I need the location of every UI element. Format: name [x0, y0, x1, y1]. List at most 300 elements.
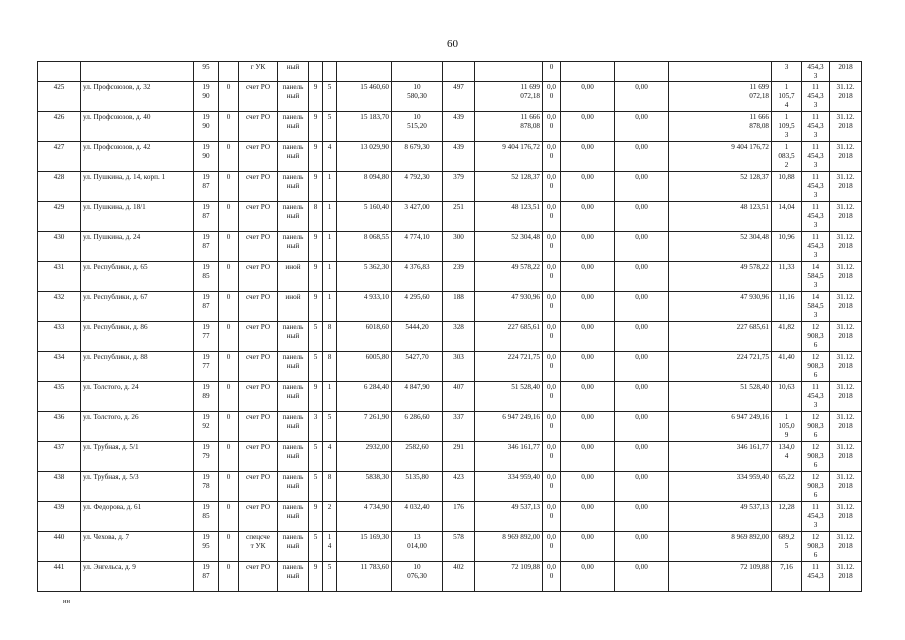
cell-date: 31.12. 2018 [830, 412, 862, 442]
cell-fund3: 0,00 [615, 532, 669, 562]
cell-entrances: 8 [323, 352, 337, 382]
cell-wall: панель ный [278, 352, 309, 382]
cell-amount-total: 227 685,61 [475, 322, 543, 352]
cell-months: 10,88 [772, 172, 802, 202]
table-row [38, 562, 862, 592]
cell-floors: 9 [309, 82, 323, 112]
cell-entrances: 8 [323, 322, 337, 352]
cell-date: 31.12. 2018 [830, 142, 862, 172]
cell-num: 435 [38, 382, 81, 412]
cell-cost: 14 584,5 3 [802, 292, 830, 322]
cell-months: 134,0 4 [772, 442, 802, 472]
cell-floors: 5 [309, 322, 323, 352]
cell-fund3: 0,00 [615, 142, 669, 172]
table-row [38, 472, 862, 502]
cell-fund3: 0,00 [615, 292, 669, 322]
cell-area-living: 3 427,00 [392, 202, 443, 232]
cell-fund: 0,0 0 [543, 352, 561, 382]
cell-year: 19 90 [194, 142, 219, 172]
cell-amount-planned: 6 947 249,16 [669, 412, 772, 442]
cell-date: 2018 [830, 62, 862, 82]
cell-entrances: 8 [323, 472, 337, 502]
cell-zero: 0 [219, 202, 239, 232]
cell-fund: 0,0 0 [543, 322, 561, 352]
cell-wall: иной [278, 262, 309, 292]
cell-wall: панель ный [278, 562, 309, 592]
cell-amount-total: 48 123,51 [475, 202, 543, 232]
cell-area-total: 15 169,30 [337, 532, 392, 562]
cell-zero: 0 [219, 352, 239, 382]
table-row [38, 262, 862, 292]
cell-address: ул. Пушкина, д. 14, корп. 1 [81, 172, 194, 202]
cell-zero: 0 [219, 142, 239, 172]
cell-residents: 251 [443, 202, 475, 232]
cell-amount-total: 9 404 176,72 [475, 142, 543, 172]
cell-entrances: 2 [323, 502, 337, 532]
cell-address: ул. Толстого, д. 24 [81, 382, 194, 412]
cell-account: счет РО [239, 322, 278, 352]
cell-fund2: 0,00 [561, 412, 615, 442]
cell-amount-total: 51 528,40 [475, 382, 543, 412]
cell-fund2: 0,00 [561, 502, 615, 532]
cell-months: 10,96 [772, 232, 802, 262]
cell-floors: 9 [309, 112, 323, 142]
cell-year: 19 87 [194, 292, 219, 322]
cell-residents: 303 [443, 352, 475, 382]
cell-fund: 0,0 0 [543, 502, 561, 532]
cell-months: 1 083,5 2 [772, 142, 802, 172]
cell-num: 436 [38, 412, 81, 442]
cell-amount-total: 52 304,48 [475, 232, 543, 262]
cell-fund: 0,0 0 [543, 202, 561, 232]
table-row [38, 82, 862, 112]
cell-area-total: 5 362,30 [337, 262, 392, 292]
cell-num: 425 [38, 82, 81, 112]
cell-floors: 5 [309, 472, 323, 502]
cell-date: 31.12. 2018 [830, 172, 862, 202]
cell-account: счет РО [239, 472, 278, 502]
cell-date: 31.12. 2018 [830, 202, 862, 232]
housing-registry-table [37, 61, 862, 592]
cell-year: 19 85 [194, 502, 219, 532]
cell-residents: 239 [443, 262, 475, 292]
cell-address: ул. Республики, д. 86 [81, 322, 194, 352]
cell-fund: 0,0 0 [543, 82, 561, 112]
cell-months: 14,04 [772, 202, 802, 232]
table-row [38, 172, 862, 202]
cell-date: 31.12. 2018 [830, 472, 862, 502]
cell-floors: 9 [309, 502, 323, 532]
cell-entrances: 5 [323, 562, 337, 592]
cell-fund3: 0,00 [615, 232, 669, 262]
cell-address: ул. Профсоюзов, д. 32 [81, 82, 194, 112]
table-row [38, 322, 862, 352]
cell-fund: 0,0 0 [543, 412, 561, 442]
cell-fund3: 0,00 [615, 502, 669, 532]
cell-amount-planned: 227 685,61 [669, 322, 772, 352]
cell-cost: 11 454,3 3 [802, 502, 830, 532]
cell-fund2: 0,00 [561, 202, 615, 232]
cell-wall: панель ный [278, 112, 309, 142]
cell-area-living: 5427,70 [392, 352, 443, 382]
cell-num: 426 [38, 112, 81, 142]
cell-cost: 14 584,5 3 [802, 262, 830, 292]
cell-entrances: 1 [323, 172, 337, 202]
cell-zero: 0 [219, 82, 239, 112]
cell-amount-planned: 48 123,51 [669, 202, 772, 232]
cell-date: 31.12. 2018 [830, 532, 862, 562]
cell-year: 19 85 [194, 262, 219, 292]
cell-amount-planned: 47 930,96 [669, 292, 772, 322]
cell-account: счет РО [239, 292, 278, 322]
cell-address: ул. Профсоюзов, д. 42 [81, 142, 194, 172]
cell-area-living: 4 774,10 [392, 232, 443, 262]
cell-entrances: 5 [323, 412, 337, 442]
cell-zero: 0 [219, 172, 239, 202]
cell-area-total: 6018,60 [337, 322, 392, 352]
cell-months: 1 109,5 3 [772, 112, 802, 142]
cell-address: ул. Толстого, д. 26 [81, 412, 194, 442]
cell-cost: 12 908,3 6 [802, 322, 830, 352]
cell-fund: 0,0 0 [543, 142, 561, 172]
cell-zero: 0 [219, 112, 239, 142]
cell-wall: панель ный [278, 172, 309, 202]
cell-zero: 0 [219, 532, 239, 562]
cell-date: 31.12. 2018 [830, 232, 862, 262]
cell-months: 10,63 [772, 382, 802, 412]
cell-entrances: 4 [323, 142, 337, 172]
cell-fund2: 0,00 [561, 232, 615, 262]
cell-year: 19 90 [194, 82, 219, 112]
cell-residents: 379 [443, 172, 475, 202]
cell-wall: панель ный [278, 322, 309, 352]
cell-fund2: 0,00 [561, 472, 615, 502]
cell-amount-planned: 346 161,77 [669, 442, 772, 472]
cell-residents: 423 [443, 472, 475, 502]
cell-zero: 0 [219, 382, 239, 412]
cell-amount-planned: 49 537,13 [669, 502, 772, 532]
cell-fund2: 0,00 [561, 172, 615, 202]
cell-amount-planned: 52 304,48 [669, 232, 772, 262]
cell-months: 41,82 [772, 322, 802, 352]
cell-account: счет РО [239, 262, 278, 292]
cell-area-total: 4 734,90 [337, 502, 392, 532]
cell-area-total: 8 094,80 [337, 172, 392, 202]
cell-fund3: 0,00 [615, 352, 669, 382]
cell-account: счет РО [239, 172, 278, 202]
cell-floors: 8 [309, 202, 323, 232]
cell-fund2: 0,00 [561, 562, 615, 592]
cell-num: 427 [38, 142, 81, 172]
cell-amount-planned: 334 959,40 [669, 472, 772, 502]
cell-fund3: 0,00 [615, 202, 669, 232]
cell-residents: 402 [443, 562, 475, 592]
cell-floors: 9 [309, 232, 323, 262]
cell-fund3: 0,00 [615, 562, 669, 592]
cell-area-living: 10 515,20 [392, 112, 443, 142]
cell-fund2: 0,00 [561, 142, 615, 172]
table-row [38, 112, 862, 142]
cell-area-total: 5838,30 [337, 472, 392, 502]
cell-fund2: 0,00 [561, 532, 615, 562]
cell-residents: 439 [443, 142, 475, 172]
cell-entrances: 5 [323, 82, 337, 112]
cell-num: 434 [38, 352, 81, 382]
cell-year: 19 90 [194, 112, 219, 142]
cell-area-living: 4 295,60 [392, 292, 443, 322]
cell-residents: 407 [443, 382, 475, 412]
cell-amount-planned: 49 578,22 [669, 262, 772, 292]
cell-address: ул. Трубная, д. 5/1 [81, 442, 194, 472]
cell-months: 11,33 [772, 262, 802, 292]
cell-floors: 9 [309, 292, 323, 322]
cell-zero: 0 [219, 502, 239, 532]
cell-floors: 9 [309, 562, 323, 592]
cell-entrances: 1 [323, 292, 337, 322]
cell-address: ул. Чехова, д. 7 [81, 532, 194, 562]
cell-months: 3 [772, 62, 802, 82]
cell-floors: 5 [309, 352, 323, 382]
cell-date: 31.12. 2018 [830, 382, 862, 412]
cell-date: 31.12. 2018 [830, 82, 862, 112]
cell-months: 689,2 5 [772, 532, 802, 562]
cell-amount-total: 334 959,40 [475, 472, 543, 502]
table-row [38, 532, 862, 562]
cell-fund3: 0,00 [615, 382, 669, 412]
cell-area-living: 8 679,30 [392, 142, 443, 172]
cell-amount-planned: 224 721,75 [669, 352, 772, 382]
cell-year: 19 78 [194, 472, 219, 502]
cell-area-total: 6005,80 [337, 352, 392, 382]
cell-amount-total: 72 109,88 [475, 562, 543, 592]
cell-wall: панель ный [278, 202, 309, 232]
cell-year: 19 79 [194, 442, 219, 472]
cell-area-living: 4 847,90 [392, 382, 443, 412]
cell-address: ул. Республики, д. 88 [81, 352, 194, 382]
cell-entrances: 4 [323, 442, 337, 472]
cell-area-living: 5444,20 [392, 322, 443, 352]
cell-account: счет РО [239, 562, 278, 592]
cell-amount-total: 52 128,37 [475, 172, 543, 202]
cell-fund3: 0,00 [615, 412, 669, 442]
cell-wall: панель ный [278, 232, 309, 262]
table-row [38, 502, 862, 532]
cell-fund2: 0,00 [561, 112, 615, 142]
cell-floors: 3 [309, 412, 323, 442]
cell-address: ул. Энгельса, д. 9 [81, 562, 194, 592]
cell-fund: 0,0 0 [543, 292, 561, 322]
cell-amount-planned: 52 128,37 [669, 172, 772, 202]
cell-year: 19 77 [194, 352, 219, 382]
cell-fund3: 0,00 [615, 172, 669, 202]
cell-fund2: 0,00 [561, 382, 615, 412]
cell-fund3: 0,00 [615, 472, 669, 502]
cell-num: 438 [38, 472, 81, 502]
cell-residents: 291 [443, 442, 475, 472]
cell-address: ул. Пушкина, д. 18/1 [81, 202, 194, 232]
cell-area-total: 8 068,55 [337, 232, 392, 262]
cell-months: 65,22 [772, 472, 802, 502]
cell-area-living: 13 014,00 [392, 532, 443, 562]
cell-num: 430 [38, 232, 81, 262]
cell-fund2: 0,00 [561, 442, 615, 472]
cell-date: 31.12. 2018 [830, 502, 862, 532]
cell-cost: 11 454,3 [802, 562, 830, 592]
cell-account: спецсче т УК [239, 532, 278, 562]
cell-account: счет РО [239, 202, 278, 232]
cell-date: 31.12. 2018 [830, 112, 862, 142]
cell-cost: 11 454,3 3 [802, 202, 830, 232]
cell-area-living: 5135,80 [392, 472, 443, 502]
cell-address: ул. Республики, д. 67 [81, 292, 194, 322]
cell-amount-total: 11 699 072,18 [475, 82, 543, 112]
cell-amount-total: 47 930,96 [475, 292, 543, 322]
cell-area-total: 15 460,60 [337, 82, 392, 112]
footer-note: нн [63, 598, 70, 605]
cell-date: 31.12. 2018 [830, 352, 862, 382]
cell-fund: 0,0 0 [543, 232, 561, 262]
cell-account: счет РО [239, 382, 278, 412]
cell-area-living: 2582,60 [392, 442, 443, 472]
cell-entrances: 1 [323, 232, 337, 262]
cell-num: 432 [38, 292, 81, 322]
cell-date: 31.12. 2018 [830, 322, 862, 352]
cell-date: 31.12. 2018 [830, 262, 862, 292]
cell-amount-total: 49 537,13 [475, 502, 543, 532]
cell-cost: 12 908,3 6 [802, 472, 830, 502]
continuation-row [38, 62, 862, 82]
cell-date: 31.12. 2018 [830, 292, 862, 322]
cell-fund: 0,0 0 [543, 472, 561, 502]
page-number: 60 [447, 38, 458, 50]
cell-floors: 9 [309, 382, 323, 412]
cell-floors: 9 [309, 142, 323, 172]
cell-cost: 12 908,3 6 [802, 352, 830, 382]
cell-wall: панель ный [278, 142, 309, 172]
cell-area-living: 4 376,83 [392, 262, 443, 292]
cell-cost: 11 454,3 3 [802, 142, 830, 172]
cell-amount-total: 11 666 878,08 [475, 112, 543, 142]
cell-num: 437 [38, 442, 81, 472]
cell-area-living: 4 032,40 [392, 502, 443, 532]
cell-area-total: 15 183,70 [337, 112, 392, 142]
cell-residents: 497 [443, 82, 475, 112]
cell-year: 19 87 [194, 172, 219, 202]
cell-wall: панель ный [278, 472, 309, 502]
cell-months: 1 105,7 4 [772, 82, 802, 112]
cell-wall: панель ный [278, 412, 309, 442]
cell-year: 19 92 [194, 412, 219, 442]
cell-fund3: 0,00 [615, 322, 669, 352]
cell-cost: 12 908,3 6 [802, 532, 830, 562]
cell-fund3: 0,00 [615, 262, 669, 292]
cell-cost: 11 454,3 3 [802, 172, 830, 202]
cell-amount-total: 8 969 892,00 [475, 532, 543, 562]
cell-fund: 0,0 0 [543, 442, 561, 472]
cell-account: счет РО [239, 232, 278, 262]
cell-cost: 11 454,3 3 [802, 382, 830, 412]
cell-months: 41,40 [772, 352, 802, 382]
cell-amount-planned: 9 404 176,72 [669, 142, 772, 172]
cell-cost: 11 454,3 3 [802, 112, 830, 142]
cell-residents: 188 [443, 292, 475, 322]
cell-cost: 11 454,3 3 [802, 232, 830, 262]
cell-fund2: 0,00 [561, 322, 615, 352]
cell-entrances: 1 4 [323, 532, 337, 562]
cell-wall: ный [278, 62, 309, 82]
cell-area-total: 11 783,60 [337, 562, 392, 592]
cell-num: 428 [38, 172, 81, 202]
cell-year: 95 [194, 62, 219, 82]
cell-amount-planned: 72 109,88 [669, 562, 772, 592]
table-row [38, 412, 862, 442]
cell-residents: 328 [443, 322, 475, 352]
cell-year: 19 87 [194, 562, 219, 592]
cell-zero: 0 [219, 472, 239, 502]
cell-residents: 176 [443, 502, 475, 532]
cell-fund2: 0,00 [561, 352, 615, 382]
cell-area-living: 4 792,30 [392, 172, 443, 202]
cell-zero: 0 [219, 442, 239, 472]
cell-cost: 11 454,3 3 [802, 82, 830, 112]
cell-amount-total: 6 947 249,16 [475, 412, 543, 442]
cell-zero: 0 [219, 292, 239, 322]
cell-area-living: 10 076,30 [392, 562, 443, 592]
cell-amount-planned: 11 666 878,08 [669, 112, 772, 142]
cell-fund: 0,0 0 [543, 382, 561, 412]
cell-account: счет РО [239, 112, 278, 142]
cell-fund2: 0,00 [561, 292, 615, 322]
cell-num: 433 [38, 322, 81, 352]
cell-zero: 0 [219, 412, 239, 442]
table-row [38, 292, 862, 322]
cell-num: 441 [38, 562, 81, 592]
cell-entrances: 1 [323, 382, 337, 412]
cell-cost: 454,3 3 [802, 62, 830, 82]
cell-year: 19 87 [194, 202, 219, 232]
table-row [38, 232, 862, 262]
cell-year: 19 89 [194, 382, 219, 412]
cell-area-total: 6 284,40 [337, 382, 392, 412]
cell-entrances: 1 [323, 202, 337, 232]
cell-amount-total: 224 721,75 [475, 352, 543, 382]
cell-num: 431 [38, 262, 81, 292]
cell-date: 31.12. 2018 [830, 562, 862, 592]
cell-zero: 0 [219, 232, 239, 262]
cell-months: 12,28 [772, 502, 802, 532]
cell-amount-total: 346 161,77 [475, 442, 543, 472]
cell-date: 31.12. 2018 [830, 442, 862, 472]
cell-address: ул. Профсоюзов, д. 40 [81, 112, 194, 142]
cell-area-total: 4 933,10 [337, 292, 392, 322]
cell-floors: 9 [309, 172, 323, 202]
cell-fund: 0,0 0 [543, 562, 561, 592]
cell-fund: 0,0 0 [543, 172, 561, 202]
cell-area-total: 7 261,90 [337, 412, 392, 442]
cell-year: 19 77 [194, 322, 219, 352]
cell-account: счет РО [239, 142, 278, 172]
table-row [38, 382, 862, 412]
cell-address: ул. Пушкина, д. 24 [81, 232, 194, 262]
cell-fund: 0 [543, 62, 561, 82]
cell-fund3: 0,00 [615, 442, 669, 472]
cell-num: 429 [38, 202, 81, 232]
cell-address: ул. Трубная, д. 5/3 [81, 472, 194, 502]
cell-floors: 5 [309, 442, 323, 472]
cell-months: 11,16 [772, 292, 802, 322]
cell-address: ул. Федорова, д. 61 [81, 502, 194, 532]
cell-wall: панель ный [278, 502, 309, 532]
